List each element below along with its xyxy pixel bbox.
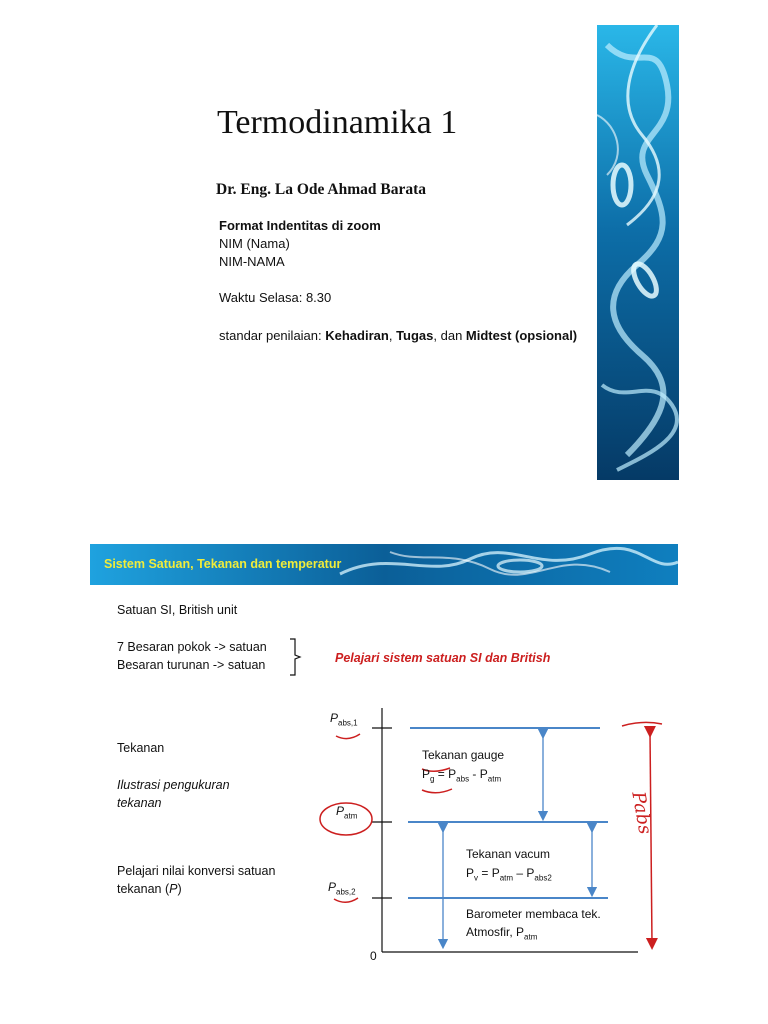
waktu-line: Waktu Selasa: 8.30 bbox=[219, 290, 332, 305]
besaran-pokok-line: 7 Besaran pokok -> satuan bbox=[117, 640, 267, 654]
handwritten-underline-pabs2 bbox=[334, 898, 358, 902]
konversi-suffix: ) bbox=[177, 882, 182, 896]
penilaian-midtest: Midtest (opsional) bbox=[465, 328, 578, 343]
konversi-prefix: tekanan ( bbox=[117, 882, 170, 896]
label-patm: $P_{atm}$ bbox=[336, 804, 358, 821]
penilaian-line bbox=[219, 328, 577, 343]
nim-nama-line: NIM (Nama) bbox=[219, 236, 290, 251]
barometer-line1: Barometer membaca tek. bbox=[466, 907, 601, 921]
vacuum-title: Tekanan vacum bbox=[466, 847, 551, 861]
ilustrasi-line1: Ilustrasi pengukuran bbox=[117, 778, 230, 792]
label-pabs2: $P_{abs,2}$ bbox=[328, 880, 356, 897]
penilaian-sep2: , dan bbox=[433, 328, 466, 343]
decorative-water-panel bbox=[597, 25, 679, 480]
red-study-note: Pelajari sistem satuan SI dan British bbox=[335, 651, 551, 665]
penilaian-kehadiran: Kehadiran bbox=[325, 328, 389, 343]
gauge-title: Tekanan gauge bbox=[422, 748, 505, 762]
konversi-line2 bbox=[117, 882, 182, 896]
besaran-turunan-line: Besaran turunan -> satuan bbox=[117, 658, 266, 672]
axis-zero: 0 bbox=[370, 949, 377, 963]
slide1-title: Termodinamika 1 bbox=[217, 104, 458, 141]
handwritten-underline-pg bbox=[422, 789, 452, 793]
handwritten-pabs-label: Pabs bbox=[627, 790, 656, 836]
satuan-si-line: Satuan SI, British unit bbox=[117, 603, 238, 617]
gauge-equation: $P_g = P_{abs} - P_{atm}$ bbox=[422, 767, 502, 784]
vacuum-equation: $P_v = P_{atm} - P_{abs2}$ bbox=[466, 866, 552, 883]
nim-dash-line: NIM-NAMA bbox=[219, 254, 285, 269]
handwritten-underline-pabs1 bbox=[336, 734, 360, 739]
konversi-line1: Pelajari nilai konversi satuan bbox=[117, 864, 276, 878]
format-heading: Format Indentitas di zoom bbox=[219, 218, 381, 233]
penilaian-prefix: standar penilaian: bbox=[219, 328, 326, 343]
brace-icon bbox=[288, 638, 302, 676]
handwritten-top-mark bbox=[622, 722, 662, 726]
penilaian-sep1: , bbox=[388, 328, 397, 343]
tekanan-heading: Tekanan bbox=[117, 741, 165, 755]
slide1-author: Dr. Eng. La Ode Ahmad Barata bbox=[216, 181, 426, 198]
konversi-p: P bbox=[169, 882, 178, 896]
banner-title: Sistem Satuan, Tekanan dan temperatur bbox=[104, 557, 342, 571]
penilaian-tugas: Tugas bbox=[396, 328, 434, 343]
label-pabs1: $P_{abs,1}$ bbox=[330, 711, 358, 728]
barometer-line2: Atmosfir, $P_{atm}$ bbox=[466, 925, 538, 942]
handwritten-pabs-arrow bbox=[650, 732, 652, 944]
ilustrasi-line2: tekanan bbox=[117, 796, 162, 810]
